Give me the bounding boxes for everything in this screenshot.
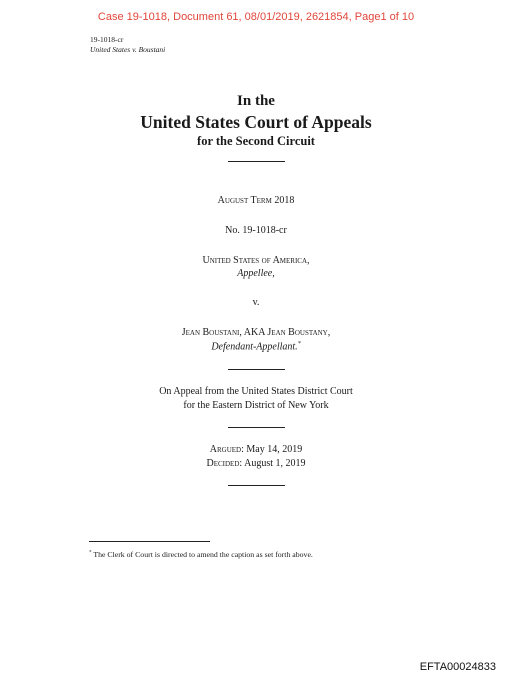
appellee-name: United States of America,	[202, 255, 310, 266]
versus: v.	[252, 297, 260, 308]
footnote-marker: *	[89, 550, 92, 556]
appellee-role: Appellee,	[237, 268, 275, 279]
docket-number-header: 19-1018-cr	[90, 35, 124, 44]
divider-rule	[228, 427, 285, 428]
case-filing-stamp: Case 19-1018, Document 61, 08/01/2019, 2621854, Page1 of 10	[97, 11, 415, 23]
argued-label: Argued:	[209, 444, 244, 455]
court-title-line3: for the Second Circuit	[197, 134, 315, 148]
term-line: August Term 2018	[217, 195, 295, 206]
case-number: No. 19-1018-cr	[225, 225, 287, 236]
appellant-role	[0, 341, 512, 352]
footnote-separator	[89, 541, 210, 542]
argued-value: May 14, 2019	[246, 444, 303, 455]
decided-value: August 1, 2019	[244, 458, 306, 469]
divider-rule	[228, 369, 285, 370]
divider-rule	[228, 485, 285, 486]
case-caption-header: United States v. Boustani	[90, 45, 166, 54]
appellant-role-text: Defendant-Appellant.	[211, 341, 298, 353]
footnote-text: The Clerk of Court is directed to amend the caption as set forth above.	[93, 550, 313, 559]
footnote-marker: *	[297, 341, 301, 347]
appeal-line1: On Appeal from the United States District Court	[159, 386, 353, 397]
decided-label: Decided:	[206, 458, 243, 469]
appellant-name: Jean Boustani, AKA Jean Boustany,	[181, 327, 331, 338]
court-title-line1: In the	[237, 93, 275, 109]
footnote	[89, 550, 313, 559]
divider-rule	[228, 161, 285, 162]
decided-date	[0, 458, 512, 469]
appeal-line2: for the Eastern District of New York	[183, 400, 329, 411]
argued-date	[0, 444, 512, 455]
bates-number: EFTA00024833	[419, 661, 496, 673]
court-title-line2: United States Court of Appeals	[140, 112, 372, 132]
